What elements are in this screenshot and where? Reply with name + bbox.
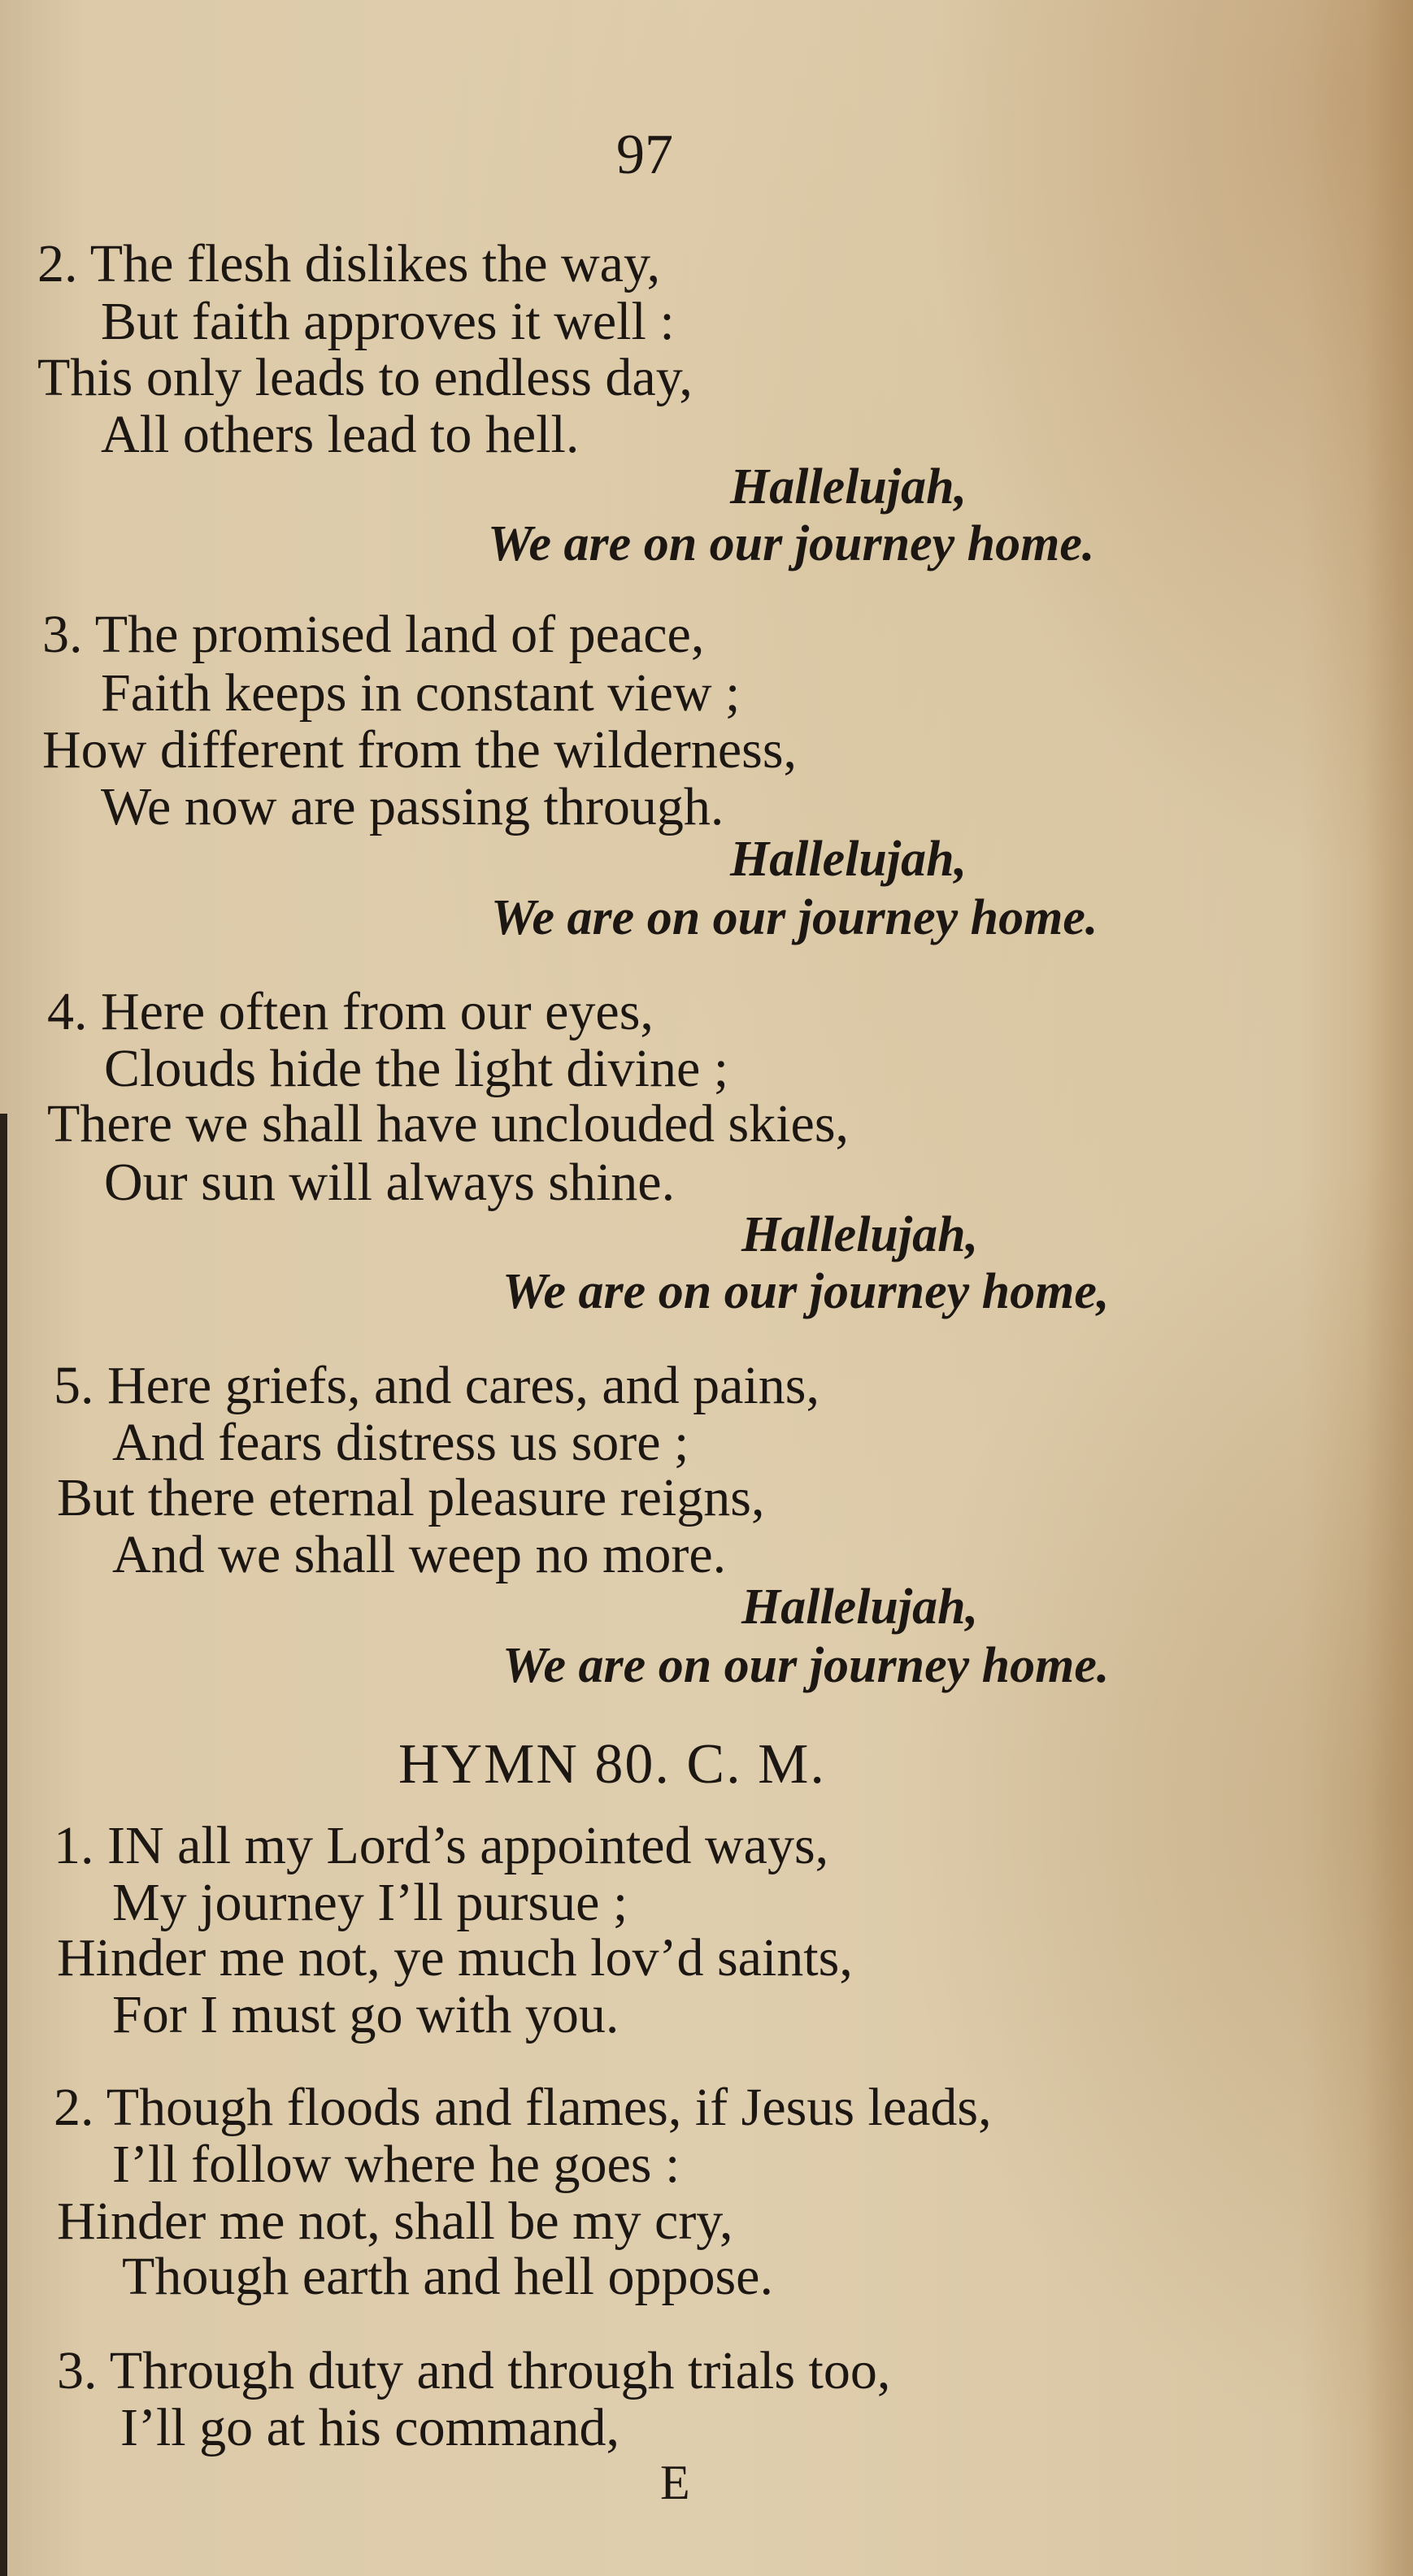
verse-line: Our sun will always shine. [104,1153,676,1212]
verse-line: Hinder me not, shall be my cry, [57,2192,733,2251]
chorus-line: Hallelujah, [741,1579,979,1635]
chorus-line: We are on our journey home. [491,890,1098,945]
page-number: 97 [616,124,673,186]
verse-line: How different from the wilderness, [42,720,798,780]
verse-line: Clouds hide the light divine ; [104,1039,729,1098]
verse-line: We now are passing through. [101,777,724,836]
hymn-title: HYMN 80. C. M. [398,1733,826,1796]
chorus-line: We are on our journey home, [502,1264,1110,1319]
verse-line: This only leads to endless day, [37,348,693,407]
verse-line: And we shall weep no more. [112,1525,727,1584]
verse-line: Hinder me not, ye much lov’d saints, [57,1928,853,1987]
verse-line: 2. The flesh dislikes the way, [37,234,661,293]
chorus-line: Hallelujah, [730,459,967,515]
verse-line: 4. Here often from our eyes, [47,982,654,1041]
chorus-line: We are on our journey home. [502,1638,1110,1693]
verse-line: There we shall have unclouded skies, [47,1094,850,1153]
verse-line: All others lead to hell. [101,405,580,464]
verse-line: For I must go with you. [112,1985,620,2044]
chorus-line: Hallelujah, [741,1207,979,1262]
signature-mark: E [660,2456,690,2509]
verse-line: Faith keeps in constant view ; [101,663,741,723]
verse-line: My journey I’ll pursue ; [112,1873,628,1932]
verse-line: 1. IN all my Lord’s appointed ways, [54,1816,829,1875]
verse-line: I’ll follow where he goes : [112,2135,680,2194]
verse-line: But there eternal pleasure reigns, [57,1468,765,1527]
verse-line: 3. The promised land of peace, [42,605,705,664]
verse-line: 3. Through duty and through trials too, [57,2341,891,2400]
binding-edge [0,1114,7,2576]
verse-line: 2. Though floods and flames, if Jesus leads, [54,2078,992,2137]
chorus-line: Hallelujah, [730,832,967,887]
chorus-line: We are on our journey home. [488,516,1095,571]
verse-line: And fears distress us sore ; [112,1413,689,1472]
verse-line: I’ll go at his command, [120,2398,620,2457]
verse-line: 5. Here griefs, and cares, and pains, [54,1356,820,1415]
verse-line: Though earth and hell oppose. [122,2247,773,2306]
verse-line: But faith approves it well : [101,292,675,351]
page-edge-shadow [1364,0,1413,2576]
